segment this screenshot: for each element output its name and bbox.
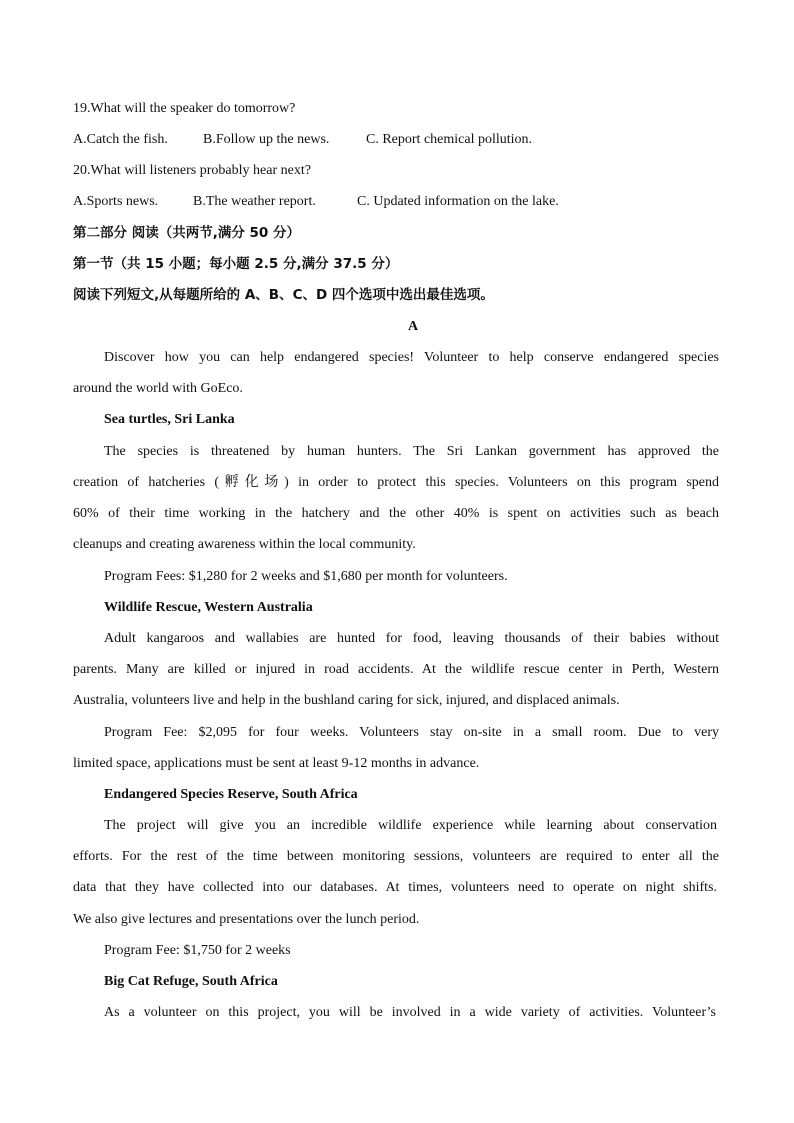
part-title: 第二部分 阅读（共两节,满分 50 分） bbox=[73, 225, 301, 241]
section-subtitle: 第一节（共 15 小题；每小题 2.5 分,满分 37.5 分） bbox=[73, 256, 399, 272]
question-19-stem: 19.What will the speaker do tomorrow? bbox=[73, 101, 296, 116]
species-reserve-fee: Program Fee: $1,750 for 2 weeks bbox=[104, 943, 291, 958]
species-reserve-line-4: We also give lectures and presentations over the lunch period. bbox=[73, 912, 420, 927]
sea-turtles-line-2: creation of hatcheries (孵化场) in order to protect this species. Volunteers on this program spend bbox=[73, 475, 719, 490]
heading-sea-turtles: Sea turtles, Sri Lanka bbox=[104, 412, 235, 427]
species-reserve-line-3: data that they have collected into our databases. At times, volunteers need to operate on night shifts. bbox=[73, 880, 717, 895]
sea-turtles-line-1: The species is threatened by human hunters. The Sri Lankan government has approved the bbox=[104, 444, 719, 459]
big-cat-line-1: As a volunteer on this project, you will be involved in a wide variety of activities. Volunteer’s bbox=[104, 1005, 716, 1020]
question-20-stem: 20.What will listeners probably hear next? bbox=[73, 163, 311, 178]
intro-line-1: Discover how you can help endangered species! Volunteer to help conserve endangered species bbox=[104, 350, 719, 365]
sea-turtles-fees: Program Fees: $1,280 for 2 weeks and $1,680 per month for volunteers. bbox=[104, 569, 508, 584]
q20-option-a: A.Sports news. bbox=[73, 194, 159, 209]
heading-big-cat-refuge: Big Cat Refuge, South Africa bbox=[104, 974, 278, 989]
q19-option-c: C. Report chemical pollution. bbox=[366, 132, 533, 147]
question-19-options bbox=[73, 131, 532, 149]
heading-wildlife-rescue: Wildlife Rescue, Western Australia bbox=[104, 600, 313, 615]
wildlife-rescue-line-3: Australia, volunteers live and help in the bushland caring for sick, injured, and displaced animals. bbox=[73, 693, 620, 708]
q19-option-a: A.Catch the fish. bbox=[73, 132, 168, 147]
sea-turtles-line-3: 60% of their time working in the hatchery and the other 40% is spent on activities such as beach bbox=[73, 506, 719, 521]
intro-line-2: around the world with GoEco. bbox=[73, 381, 243, 396]
wildlife-rescue-line-1: Adult kangaroos and wallabies are hunted for food, leaving thousands of their babies without bbox=[104, 631, 719, 646]
sea-turtles-line-4: cleanups and creating awareness within the local community. bbox=[73, 537, 416, 552]
wildlife-rescue-line-2: parents. Many are killed or injured in road accidents. At the wildlife rescue center in Perth, Western bbox=[73, 662, 719, 677]
passage-label: A bbox=[407, 319, 419, 334]
wildlife-rescue-fee-line-1: Program Fee: $2,095 for four weeks. Volunteers stay on-site in a small room. Due to very bbox=[104, 725, 719, 740]
species-reserve-line-2: efforts. For the rest of the time between monitoring sessions, volunteers are required to enter all the bbox=[73, 849, 719, 864]
q20-option-c: C. Updated information on the lake. bbox=[357, 194, 559, 209]
question-20-options bbox=[73, 193, 559, 211]
q19-option-b: B.Follow up the news. bbox=[203, 132, 330, 147]
reading-instruction: 阅读下列短文,从每题所给的 A、B、C、D 四个选项中选出最佳选项。 bbox=[73, 287, 494, 303]
heading-species-reserve: Endangered Species Reserve, South Africa bbox=[104, 787, 358, 802]
species-reserve-line-1: The project will give you an incredible wildlife experience while learning about conservation bbox=[104, 818, 717, 833]
q20-option-b: B.The weather report. bbox=[193, 194, 316, 209]
wildlife-rescue-fee-line-2: limited space, applications must be sent at least 9-12 months in advance. bbox=[73, 756, 480, 771]
